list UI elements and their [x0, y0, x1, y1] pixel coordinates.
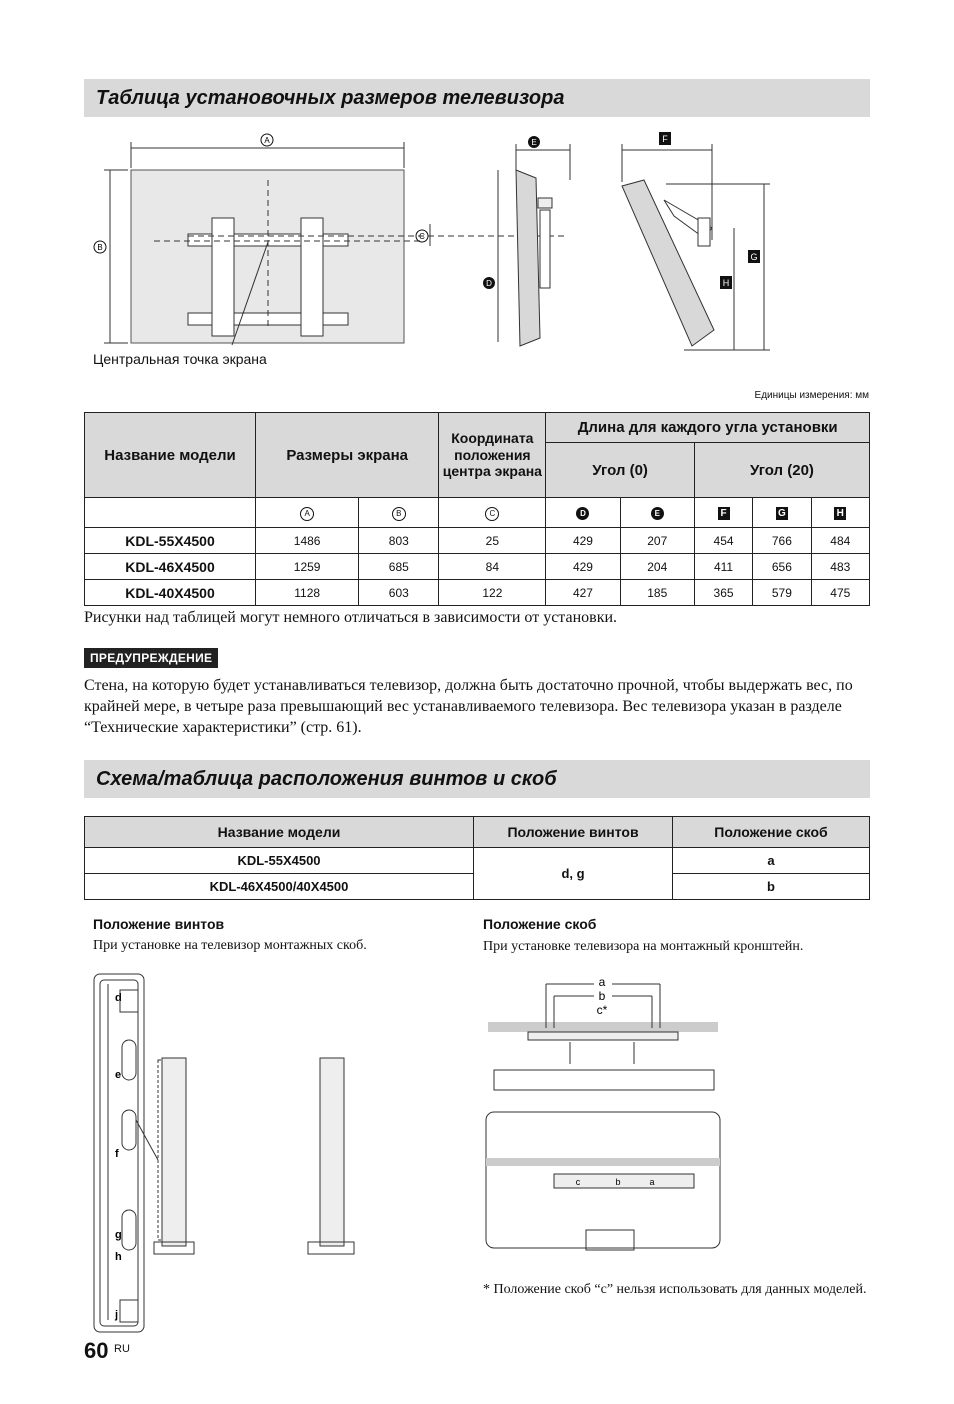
section-banner-screws — [84, 760, 870, 798]
svg-text:E: E — [531, 138, 537, 147]
svg-text:A: A — [264, 136, 270, 145]
screw-table — [84, 816, 870, 900]
center-point-label: Центральная точка экрана — [93, 351, 267, 367]
table-row: KDL-55X4500 1486 803 25 429 207 454 766 484 — [85, 528, 870, 554]
dimensions-table — [84, 412, 870, 606]
bracket-diagram — [484, 972, 724, 1272]
screws-text: При установке на телевизор монтажных скоб. — [93, 938, 367, 953]
brackets-heading: Положение скоб — [483, 916, 597, 932]
screw-value: d, g — [474, 848, 673, 900]
col-g: G — [753, 498, 811, 528]
th-coord: Координата положения центра экрана — [439, 413, 546, 498]
th-size: Размеры экрана — [256, 413, 439, 498]
warning-label: ПРЕДУПРЕЖДЕНИЕ — [84, 648, 218, 668]
table-row: KDL-55X4500 d, g a — [85, 848, 870, 874]
marker-b — [94, 241, 106, 253]
svg-text:D: D — [486, 279, 492, 288]
screws-heading: Положение винтов — [93, 916, 225, 932]
brackets-text: При установке телевизора на монтажный кронштейн. — [483, 939, 804, 954]
section-title: Таблица установочных размеров телевизора — [96, 87, 565, 109]
table-row: KDL-46X4500/40X4500 b — [85, 874, 870, 900]
marker-a — [261, 134, 273, 146]
note-text: Рисунки над таблицей могут немного отличаться в зависимости от установки. — [84, 609, 618, 626]
th-model: Название модели — [85, 817, 474, 848]
th-model: Название модели — [85, 413, 256, 498]
marker-d — [483, 277, 495, 289]
svg-text:C: C — [419, 232, 425, 241]
bracket-label-a: a — [598, 975, 606, 989]
th-angle0: Угол (0) — [546, 443, 695, 498]
table-row: KDL-46X4500 1259 685 84 429 204 411 656 483 — [85, 554, 870, 580]
col-e: E — [620, 498, 694, 528]
col-b: B — [359, 498, 439, 528]
section-title: Схема/таблица расположения винтов и скоб — [96, 768, 557, 790]
marker-c — [416, 230, 428, 242]
screw-label-j: j — [115, 1309, 119, 1321]
marker-e — [528, 136, 540, 148]
svg-text:B: B — [97, 243, 103, 252]
page-number: 60 — [84, 1338, 109, 1363]
marker-g — [748, 250, 760, 263]
units-label: Единицы измерения: мм — [754, 390, 869, 401]
th-length: Длина для каждого угла установки — [546, 413, 870, 443]
screw-label-d: d — [115, 992, 122, 1004]
bracket-footnote: * Положение скоб “c” нельзя использовать для данных моделей. — [483, 1282, 867, 1297]
table-row: KDL-40X4500 1128 603 122 427 185 365 579 475 — [85, 580, 870, 606]
warning-text: Стена, на которую будет устанавливаться телевизор, должна быть достаточно прочной, чтобы выдержать вес, по крайней мере, в четыре раза превышающий вес устанавливаемого телевизора. Вес телевизора указан в разделе “Технические характеристики” (стр. 61). — [84, 677, 853, 736]
detail-label-a: a — [649, 1177, 655, 1187]
col-f: F — [694, 498, 752, 528]
col-c: C — [439, 498, 546, 528]
screw-label-e: e — [115, 1069, 122, 1081]
svg-text:F: F — [662, 134, 668, 144]
bracket-label-c: c* — [596, 1003, 608, 1017]
screw-label-f: f — [115, 1148, 119, 1160]
marker-h — [720, 276, 732, 289]
section-banner-dimensions — [84, 79, 870, 117]
svg-text:G: G — [750, 252, 758, 262]
marker-f — [659, 132, 671, 145]
th-bracket: Положение скоб — [673, 817, 870, 848]
detail-label-b: b — [615, 1177, 621, 1187]
col-a: A — [256, 498, 359, 528]
th-angle20: Угол (20) — [694, 443, 869, 498]
detail-label-c: c — [575, 1177, 581, 1187]
bracket-label-b: b — [598, 989, 606, 1003]
svg-text:H: H — [722, 278, 730, 288]
page-lang: RU — [114, 1343, 130, 1355]
screw-diagram — [90, 970, 380, 1336]
th-screw: Положение винтов — [474, 817, 673, 848]
screw-label-h: h — [115, 1251, 122, 1263]
col-h: H — [811, 498, 869, 528]
col-d: D — [546, 498, 620, 528]
screw-label-g: g — [115, 1229, 122, 1241]
